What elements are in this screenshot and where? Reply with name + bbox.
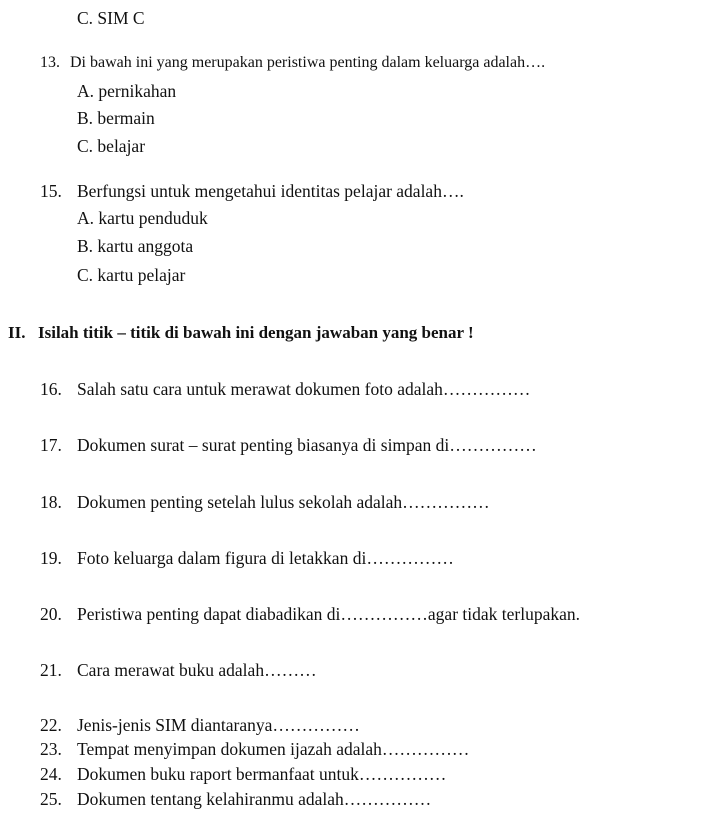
fill-question-25 [40, 788, 431, 810]
q13-option-b: B. bermain [77, 108, 155, 128]
q13-option-a: A. pernikahan [77, 81, 177, 101]
question-number: 25. [40, 789, 62, 809]
question-text: Dokumen penting setelah lulus sekolah adalah…………… [77, 492, 490, 512]
question-number: 17. [40, 435, 62, 455]
question-15 [40, 180, 464, 202]
fill-question-16 [40, 378, 530, 400]
section-title: Isilah titik – titik di bawah ini dengan jawaban yang benar ! [38, 323, 474, 342]
question-number: 22. [40, 715, 62, 735]
q15-option-c: C. kartu pelajar [77, 265, 186, 285]
question-number: 21. [40, 660, 62, 680]
question-text: Tempat menyimpan dokumen ijazah adalah…………… [77, 739, 470, 759]
question-text: Cara merawat buku adalah……… [77, 660, 317, 680]
question-13 [40, 52, 545, 74]
fill-question-18 [40, 491, 490, 513]
prev-option-c: C. SIM C [77, 8, 145, 28]
q15-option-a: A. kartu penduduk [77, 208, 208, 228]
question-number: 13. [40, 54, 60, 71]
question-number: 19. [40, 548, 62, 568]
fill-question-24 [40, 763, 446, 785]
question-text: Jenis-jenis SIM diantaranya…………… [77, 715, 360, 735]
question-number: 18. [40, 492, 62, 512]
question-text: Dokumen surat – surat penting biasanya di simpan di…………… [77, 435, 537, 455]
fill-question-22 [40, 714, 360, 736]
fill-question-23 [40, 738, 469, 760]
question-text: Dokumen tentang kelahiranmu adalah…………… [77, 789, 432, 809]
question-text: Peristiwa penting dapat diabadikan di……………agar tidak terlupakan. [77, 604, 580, 624]
question-number: 24. [40, 764, 62, 784]
question-text: Foto keluarga dalam figura di letakkan di…………… [77, 548, 454, 568]
section-heading [8, 322, 474, 344]
question-text: Berfungsi untuk mengetahui identitas pelajar adalah…. [77, 181, 464, 201]
question-number: 23. [40, 739, 62, 759]
fill-question-17 [40, 434, 537, 456]
section-numeral: II. [8, 323, 26, 342]
question-number: 16. [40, 379, 62, 399]
q13-option-c: C. belajar [77, 136, 146, 156]
question-number: 20. [40, 604, 62, 624]
question-text: Dokumen buku raport bermanfaat untuk…………… [77, 764, 447, 784]
fill-question-21 [40, 659, 317, 681]
fill-question-19 [40, 547, 454, 569]
fill-question-20 [40, 603, 580, 625]
question-text: Salah satu cara untuk merawat dokumen foto adalah…………… [77, 379, 531, 399]
q15-option-b: B. kartu anggota [77, 236, 194, 256]
question-text: Di bawah ini yang merupakan peristiwa penting dalam keluarga adalah…. [70, 54, 546, 71]
question-number: 15. [40, 181, 62, 201]
